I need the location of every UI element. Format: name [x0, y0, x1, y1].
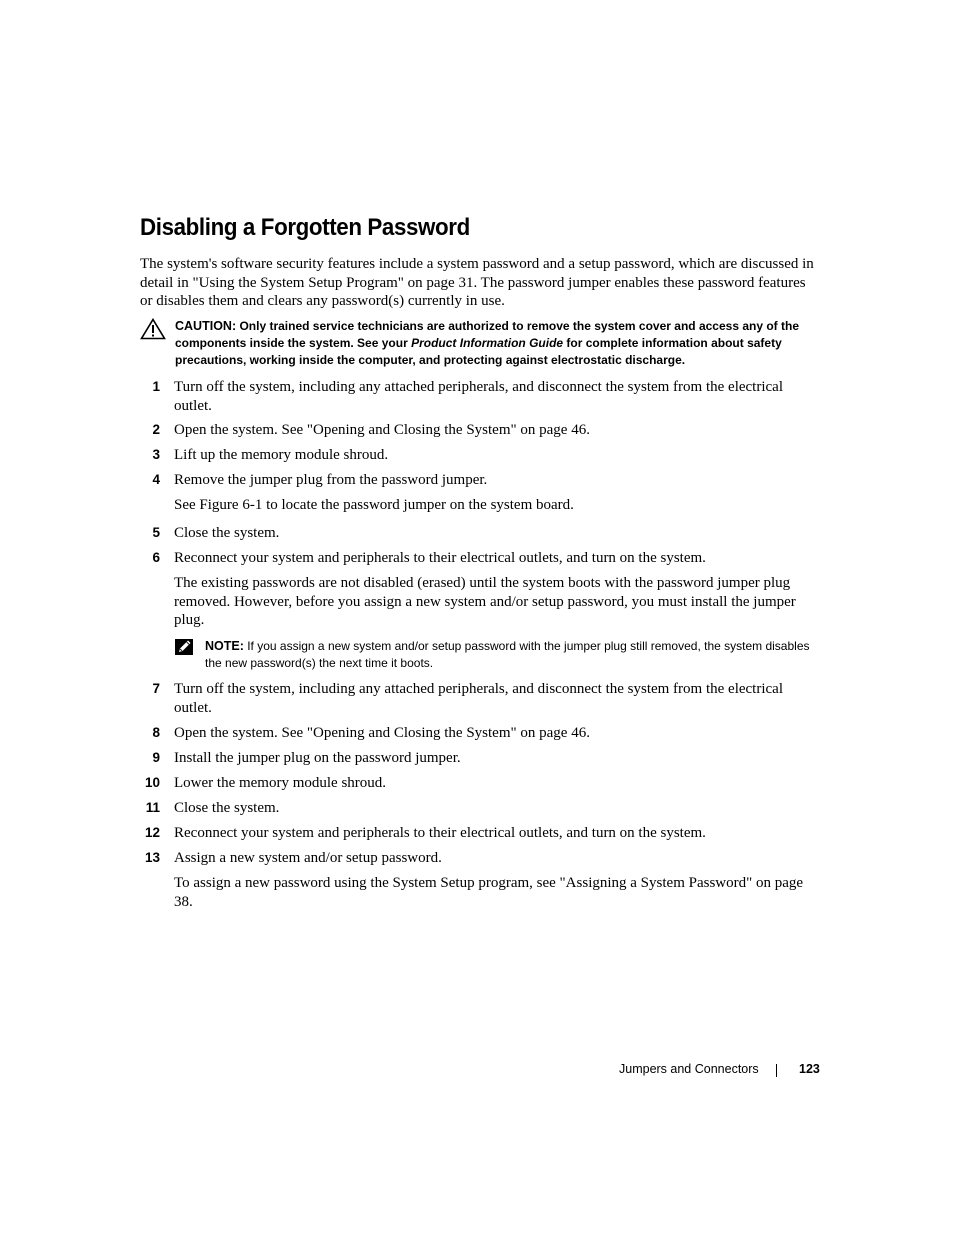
step-number: 3: [152, 447, 160, 462]
caution-text-after: for complete information about safety precautions, working inside the computer, and protecting against electrostatic discharge.: [175, 336, 782, 367]
step-text: Lower the memory module shroud.: [174, 775, 387, 791]
footer-divider: [776, 1064, 777, 1077]
step-text: Open the system. See "Opening and Closing the System" on page 46.: [174, 422, 590, 438]
step-number: 9: [152, 750, 160, 765]
note-label: NOTE:: [205, 639, 244, 653]
step-text: Open the system. See "Opening and Closing the System" on page 46.: [174, 725, 590, 741]
caution-text-before: Only trained service technicians are authorized to remove the system cover and access any of the components inside the system. See your: [175, 319, 799, 350]
page-title: Disabling a Forgotten Password: [140, 214, 470, 241]
note-body: If you assign a new system and/or setup password with the jumper plug still removed, the system disables the new password(s) the next time it boots.: [205, 639, 810, 670]
step-4-detail: See Figure 6-1 to locate the password jumper on the system board.: [174, 497, 574, 513]
step-text: Reconnect your system and peripherals to their electrical outlets, and turn on the system.: [174, 550, 706, 566]
step-text: Close the system.: [174, 800, 280, 816]
step-number: 12: [144, 825, 160, 840]
caution-text: [175, 318, 815, 369]
step-text: Turn off the system, including any attached peripherals, and disconnect the system from the electrical outlet.: [174, 379, 783, 414]
step-text: Install the jumper plug on the password jumper.: [174, 750, 461, 766]
step-text: Close the system.: [174, 525, 280, 541]
step-6-detail: The existing passwords are not disabled (erased) until the system boots with the password jumper plug removed. However, before you assign a new system and/or setup password, you must install the jumper plug.: [174, 575, 796, 629]
step-text: Remove the jumper plug from the password jumper.: [174, 472, 488, 488]
caution-label: CAUTION:: [175, 319, 237, 333]
step-number: 5: [152, 525, 160, 540]
step-number: 1: [152, 379, 160, 394]
step-13-detail: To assign a new password using the System Setup program, see "Assigning a System Password" on page 38.: [174, 875, 804, 910]
step-text: Lift up the memory module shroud.: [174, 447, 389, 463]
intro-paragraph: The system's software security features include a system password and a setup password, which are discussed in detail in "Using the System Setup Program" on page 31. The password jumper enables these password features or disables them and clears any password(s) currently in use.: [140, 256, 814, 310]
warning-triangle-icon: [140, 318, 166, 340]
step-number: 2: [152, 422, 160, 437]
pencil-note-icon: [174, 638, 194, 656]
footer-section-title: Jumpers and Connectors: [619, 1062, 759, 1076]
page-number: 123: [799, 1062, 820, 1076]
step-number: 10: [144, 775, 160, 790]
step-number: 6: [152, 550, 160, 565]
step-number: 4: [152, 472, 160, 487]
caution-guide-title: Product Information Guide: [411, 336, 564, 350]
step-number: 8: [152, 725, 160, 740]
step-text: Reconnect your system and peripherals to their electrical outlets, and turn on the system.: [174, 825, 706, 841]
step-text: Assign a new system and/or setup password.: [174, 850, 442, 866]
step-number: 7: [152, 681, 160, 696]
note-text: [205, 638, 815, 672]
step-number: 11: [145, 800, 160, 815]
step-number: 13: [144, 850, 160, 865]
step-text: Turn off the system, including any attached peripherals, and disconnect the system from the electrical outlet.: [174, 681, 783, 716]
